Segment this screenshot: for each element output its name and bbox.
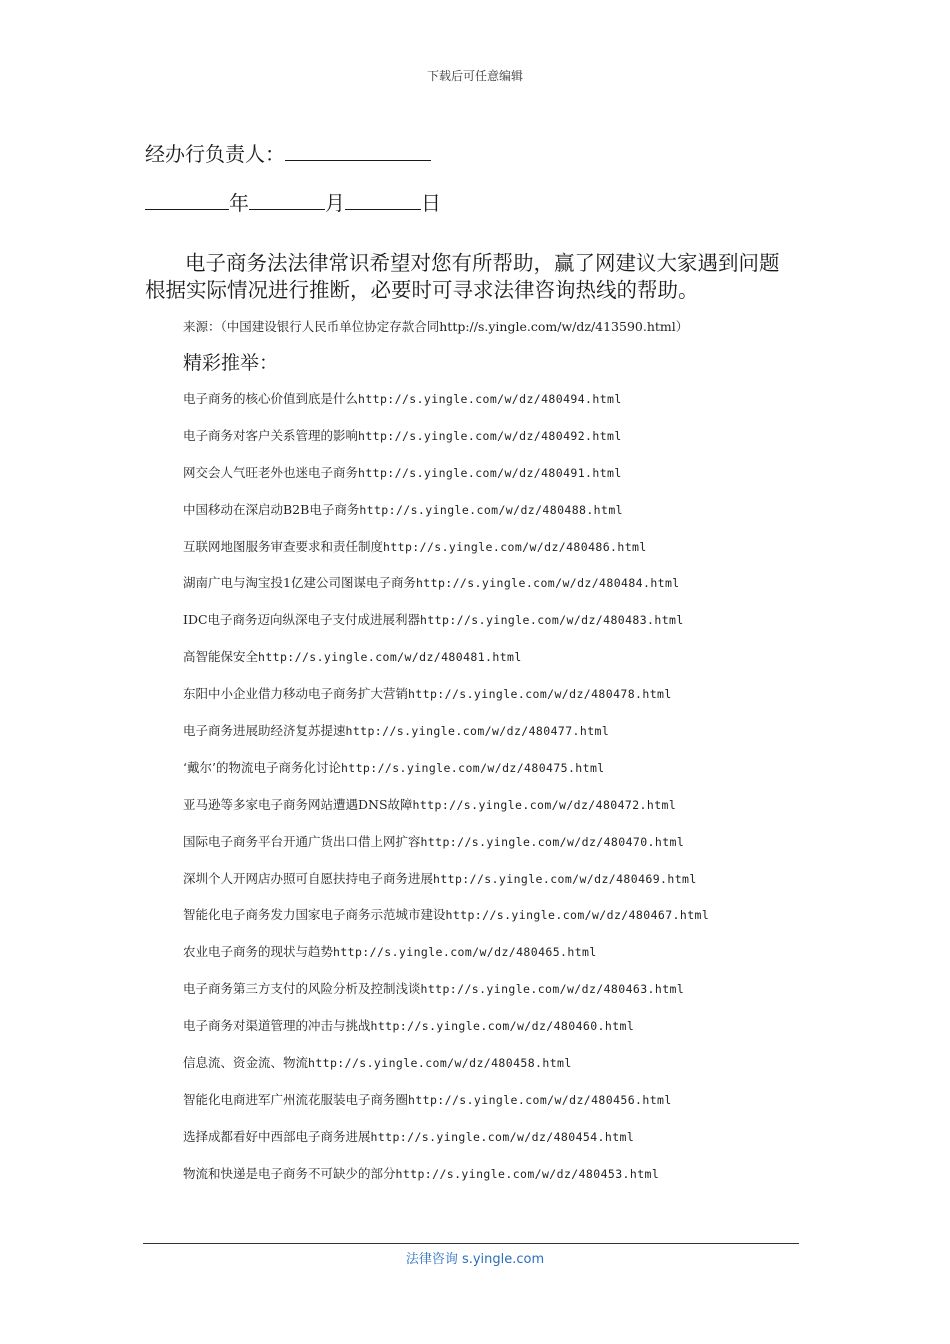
source-line: 来源：（中国建设银行人民币单位协定存款合同http://s.yingle.com/w/dz/413590.html）	[183, 319, 689, 334]
list-item	[183, 1164, 709, 1201]
date-line	[145, 187, 441, 216]
list-item	[183, 795, 709, 832]
item-title: 电子商务的核心价值到底是什么	[183, 391, 359, 406]
list-item	[183, 610, 709, 647]
manager-signature-line	[145, 138, 431, 167]
item-link[interactable]: http://s.yingle.com/w/dz/480458.html	[308, 1056, 572, 1071]
footer-link[interactable]: 法律咨询 s.yingle.com	[405, 1252, 545, 1267]
list-item	[183, 573, 709, 610]
list-item	[183, 463, 709, 500]
item-link[interactable]: http://s.yingle.com/w/dz/480460.html	[370, 1019, 635, 1034]
item-title: 信息流、资金流、物流	[183, 1055, 309, 1071]
month-label: 月	[325, 191, 345, 215]
item-link[interactable]: http://s.yingle.com/w/dz/480465.html	[333, 945, 597, 960]
item-title: 高智能保安全	[183, 649, 259, 665]
list-item	[183, 647, 709, 684]
year-blank[interactable]	[145, 208, 229, 210]
day-blank[interactable]	[345, 208, 421, 210]
item-title: ‘戴尔’的物流电子商务化讨论	[183, 759, 341, 775]
item-link[interactable]: http://s.yingle.com/w/dz/480492.html	[358, 428, 622, 443]
item-title: 网交会人气旺老外也迷电子商务	[183, 464, 359, 480]
list-item	[183, 979, 709, 1016]
item-title: 农业电子商务的现状与趋势	[183, 944, 334, 960]
item-title: 中国移动在深启动B2B电子商务	[183, 501, 360, 517]
list-item	[183, 942, 709, 979]
manager-label: 经办行负责人：	[145, 142, 285, 166]
item-title: 亚马逊等多家电子商务网站遭遇DNS故障	[183, 796, 413, 812]
list-item	[183, 832, 709, 869]
item-link[interactable]: http://s.yingle.com/w/dz/480481.html	[258, 650, 522, 665]
item-link[interactable]: http://s.yingle.com/w/dz/480488.html	[359, 502, 623, 517]
item-link[interactable]: http://s.yingle.com/w/dz/480453.html	[395, 1166, 660, 1181]
list-item	[183, 1127, 709, 1164]
item-title: 电子商务第三方支付的风险分析及控制浅谈	[183, 981, 421, 997]
item-link[interactable]: http://s.yingle.com/w/dz/480486.html	[383, 539, 647, 554]
list-item	[183, 721, 709, 758]
list-item	[183, 389, 709, 426]
item-link[interactable]: http://s.yingle.com/w/dz/480475.html	[340, 760, 605, 775]
item-link[interactable]: http://s.yingle.com/w/dz/480469.html	[433, 871, 697, 886]
item-link[interactable]: http://s.yingle.com/w/dz/480472.html	[412, 797, 677, 812]
list-item	[183, 426, 709, 463]
item-link[interactable]: http://s.yingle.com/w/dz/480491.html	[358, 465, 622, 480]
item-link[interactable]: http://s.yingle.com/w/dz/480477.html	[345, 724, 610, 739]
item-title: 智能化电子商务发力国家电子商务示范城市建设	[183, 907, 446, 923]
footer-divider	[143, 1243, 799, 1244]
month-blank[interactable]	[249, 208, 325, 210]
item-link[interactable]: http://s.yingle.com/w/dz/480470.html	[420, 834, 685, 849]
day-label: 日	[421, 191, 441, 215]
list-item	[183, 1053, 709, 1090]
header-note: 下载后可任意编辑	[426, 69, 523, 83]
item-link[interactable]: http://s.yingle.com/w/dz/480483.html	[420, 613, 684, 628]
item-title: 电子商务进展助经济复苏提速	[183, 723, 346, 739]
year-label: 年	[229, 191, 249, 215]
section-title: 精彩推举：	[183, 352, 279, 374]
item-title: IDC电子商务迈向纵深电子支付成进展利器	[183, 612, 421, 628]
list-item	[183, 500, 709, 537]
list-item	[183, 905, 709, 942]
item-link[interactable]: http://s.yingle.com/w/dz/480454.html	[370, 1129, 635, 1144]
list-item	[183, 869, 709, 906]
item-link[interactable]: http://s.yingle.com/w/dz/480494.html	[358, 392, 622, 406]
advice-paragraph: 电子商务法法律常识希望对您有所帮助，赢了网建议大家遇到问题根据实际情况进行推断，必要时可寻求法律咨询热线的帮助。	[145, 251, 780, 302]
list-item	[183, 1090, 709, 1127]
item-title: 深圳个人开网店办照可自愿扶持电子商务进展	[183, 870, 434, 886]
item-link[interactable]: http://s.yingle.com/w/dz/480463.html	[420, 982, 685, 997]
item-title: 东阳中小企业借力移动电子商务扩大营销	[183, 686, 409, 702]
manager-blank[interactable]	[285, 159, 431, 161]
item-title: 电子商务对客户关系管理的影响	[183, 427, 359, 443]
item-title: 国际电子商务平台开通广货出口借上网扩容	[183, 833, 421, 849]
item-title: 湖南广电与淘宝投1亿建公司图谋电子商务	[183, 575, 416, 591]
item-link[interactable]: http://s.yingle.com/w/dz/480467.html	[445, 908, 710, 923]
item-title: 智能化电商进军广州流花服装电子商务圈	[183, 1091, 409, 1107]
item-link[interactable]: http://s.yingle.com/w/dz/480456.html	[408, 1092, 672, 1107]
item-link[interactable]: http://s.yingle.com/w/dz/480478.html	[408, 687, 672, 702]
item-title: 电子商务对渠道管理的冲击与挑战	[183, 1018, 371, 1034]
list-item	[183, 758, 709, 795]
item-title: 互联网地图服务审查要求和责任制度	[183, 538, 384, 554]
item-title: 物流和快递是电子商务不可缺少的部分	[183, 1165, 396, 1181]
recommendation-list	[183, 389, 709, 1201]
list-item	[183, 1016, 709, 1053]
list-item	[183, 684, 709, 721]
item-link[interactable]: http://s.yingle.com/w/dz/480484.html	[415, 576, 680, 591]
item-title: 选择成都看好中西部电子商务进展	[183, 1128, 371, 1144]
list-item	[183, 537, 709, 574]
